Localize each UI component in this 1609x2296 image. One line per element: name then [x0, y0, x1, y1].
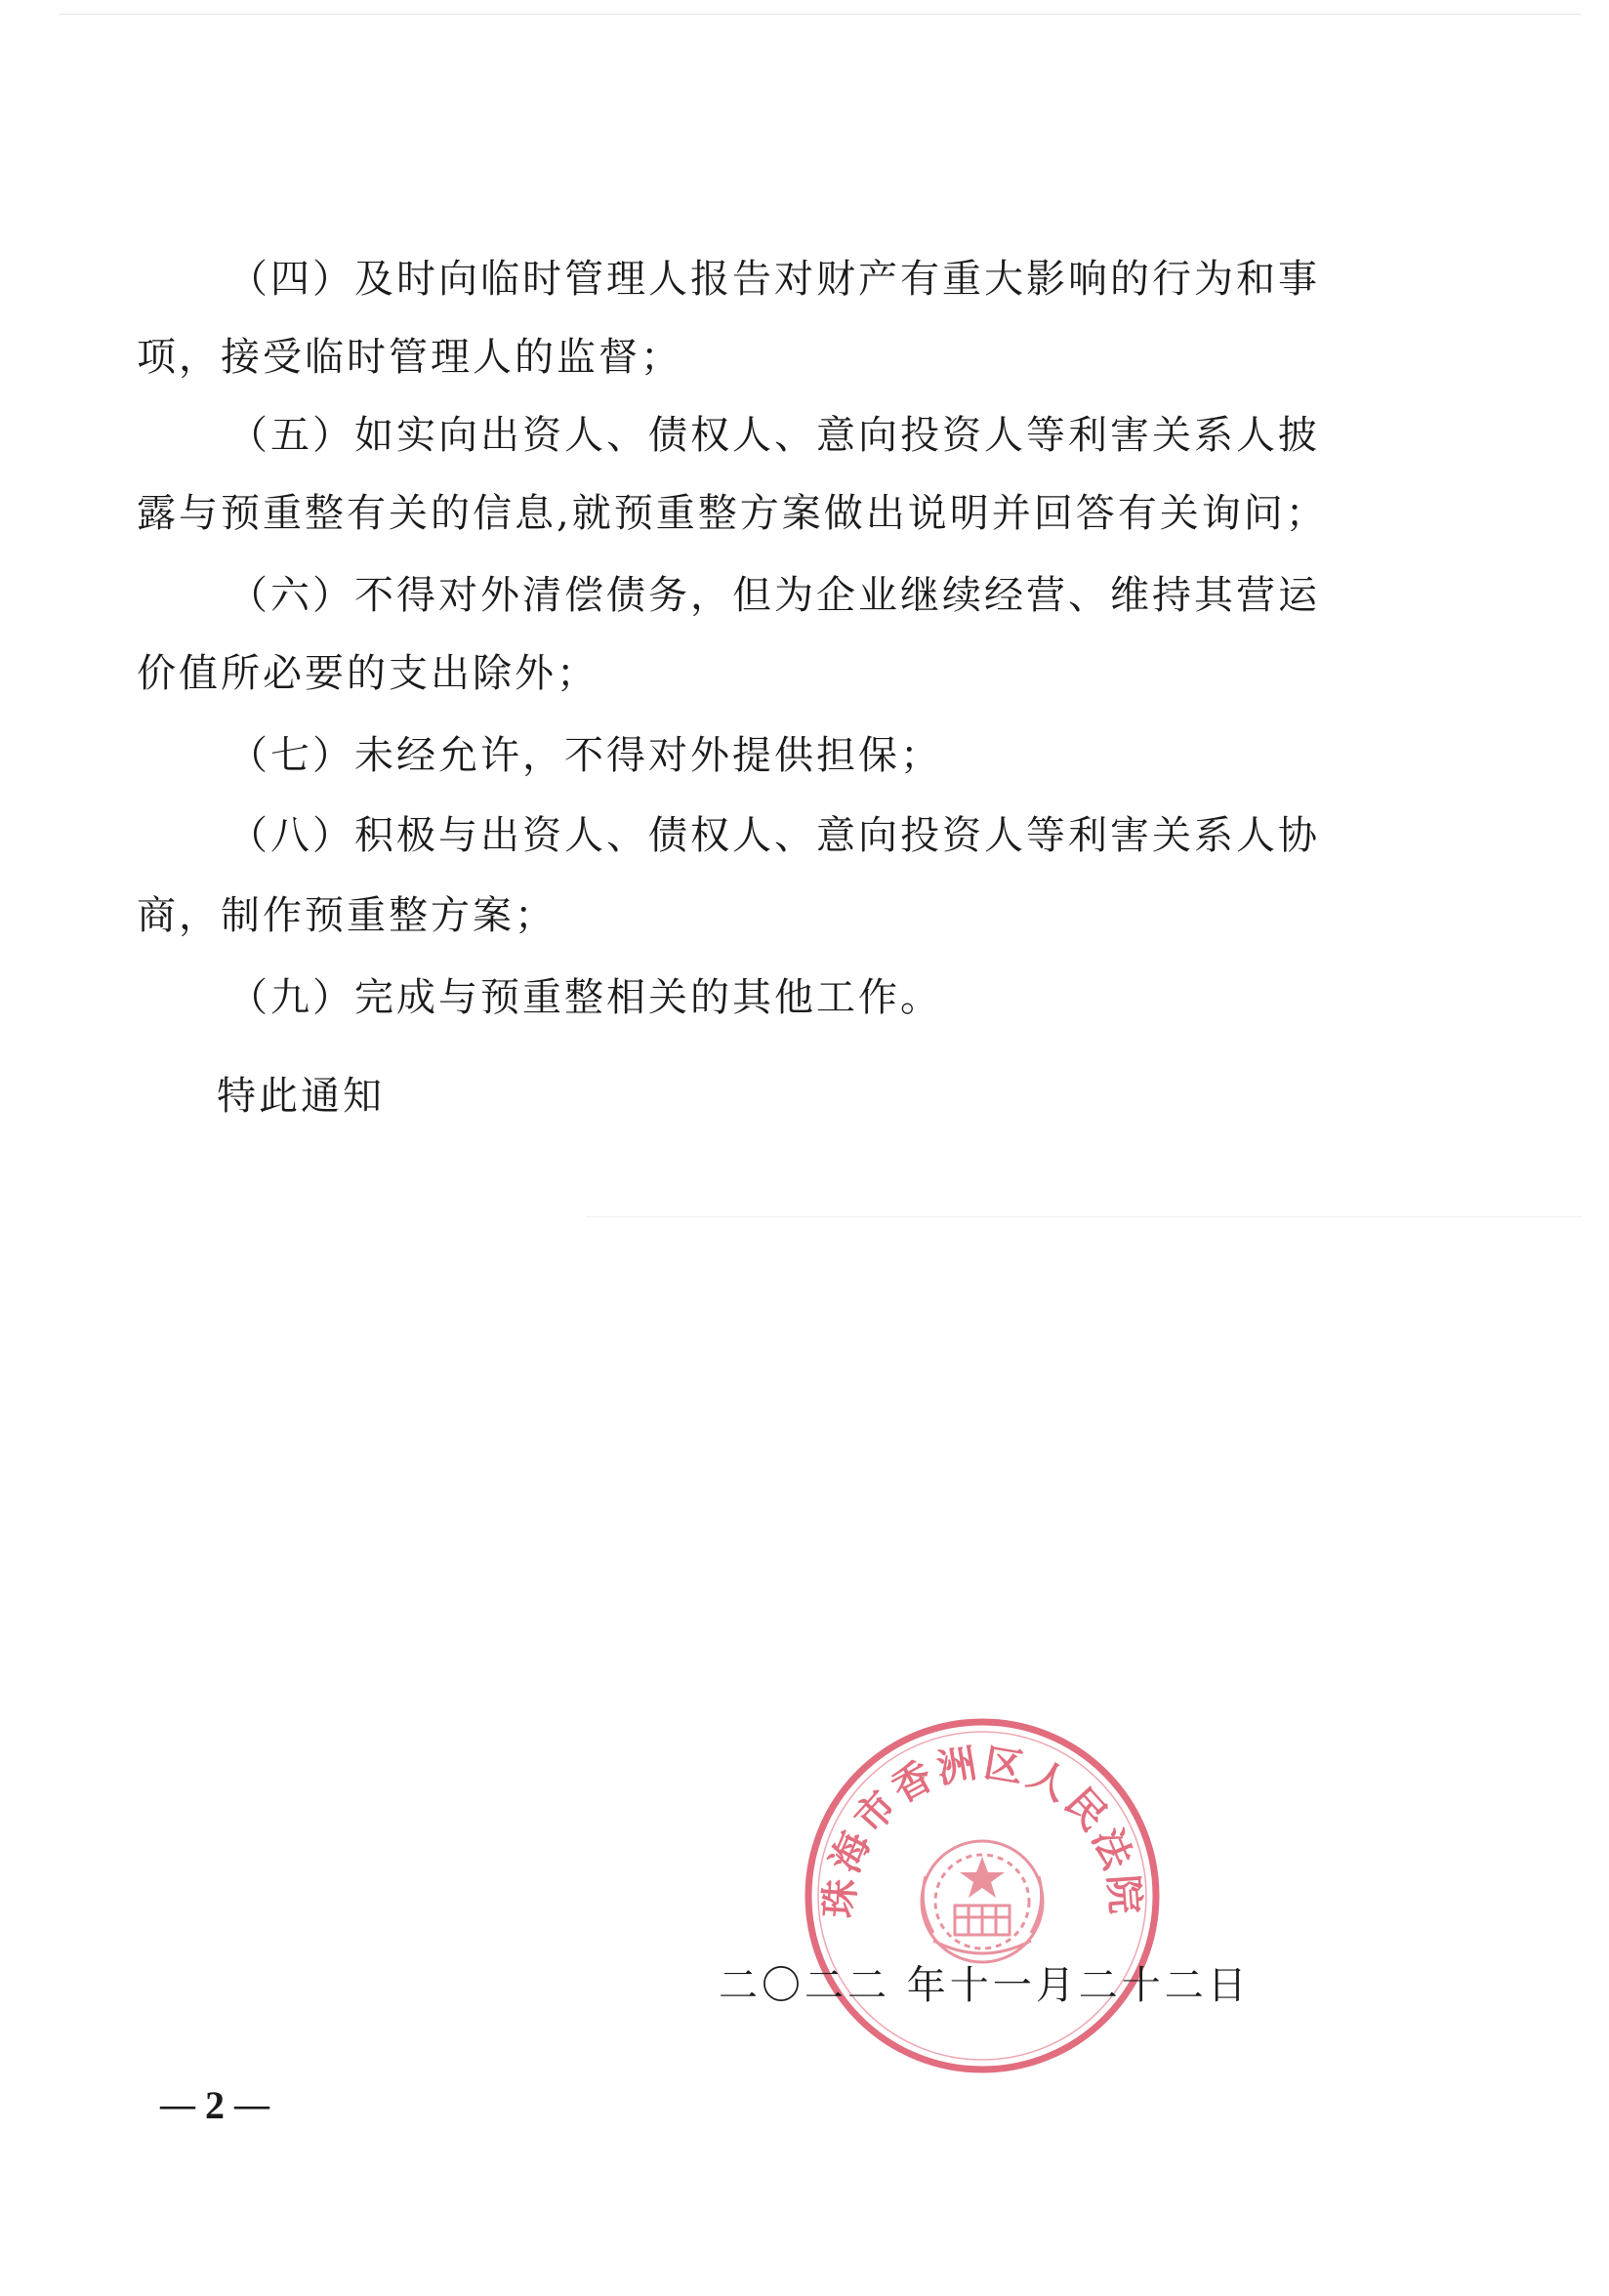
seal-text: 珠海市香洲区人民法院 — [816, 1741, 1148, 1920]
paragraph-5-line-1: （五）如实向出资人、债权人、意向投资人等利害关系人披 — [228, 413, 1320, 458]
document-date: 二〇二二 年十一月二十二日 — [719, 1963, 1251, 2008]
closing-remark: 特此通知 — [217, 1074, 385, 1119]
page-number — [158, 2076, 271, 2135]
court-seal — [797, 1710, 1168, 2081]
paragraph-7-line-1: （七）未经允许，不得对外提供担保； — [228, 733, 942, 778]
paragraph-6-line-2: 价值所必要的支出除外； — [137, 651, 598, 696]
paragraph-8-line-1: （八）积极与出资人、债权人、意向投资人等利害关系人协 — [228, 813, 1320, 858]
scan-artifact-line — [586, 1216, 1582, 1217]
page-number-prefix: — — [158, 2083, 197, 2128]
page-top-edge — [59, 14, 1582, 15]
paragraph-4-line-2: 项，接受临时管理人的监督； — [137, 335, 682, 380]
seal-emblem — [922, 1841, 1043, 1962]
page-number-value: 2 — [205, 2083, 225, 2127]
paragraph-6-line-1: （六）不得对外清偿债务，但为企业继续经营、维持其营运 — [228, 573, 1320, 618]
page-number-suffix: — — [232, 2083, 271, 2128]
paragraph-8-line-2: 商，制作预重整方案； — [137, 893, 557, 938]
paragraph-4-line-1: （四）及时向临时管理人报告对财产有重大影响的行为和事 — [228, 257, 1320, 302]
paragraph-5-line-2: 露与预重整有关的信息,就预重整方案做出说明并回答有关询问； — [137, 491, 1328, 536]
paragraph-9-line-1: （九）完成与预重整相关的其他工作。 — [228, 975, 942, 1020]
